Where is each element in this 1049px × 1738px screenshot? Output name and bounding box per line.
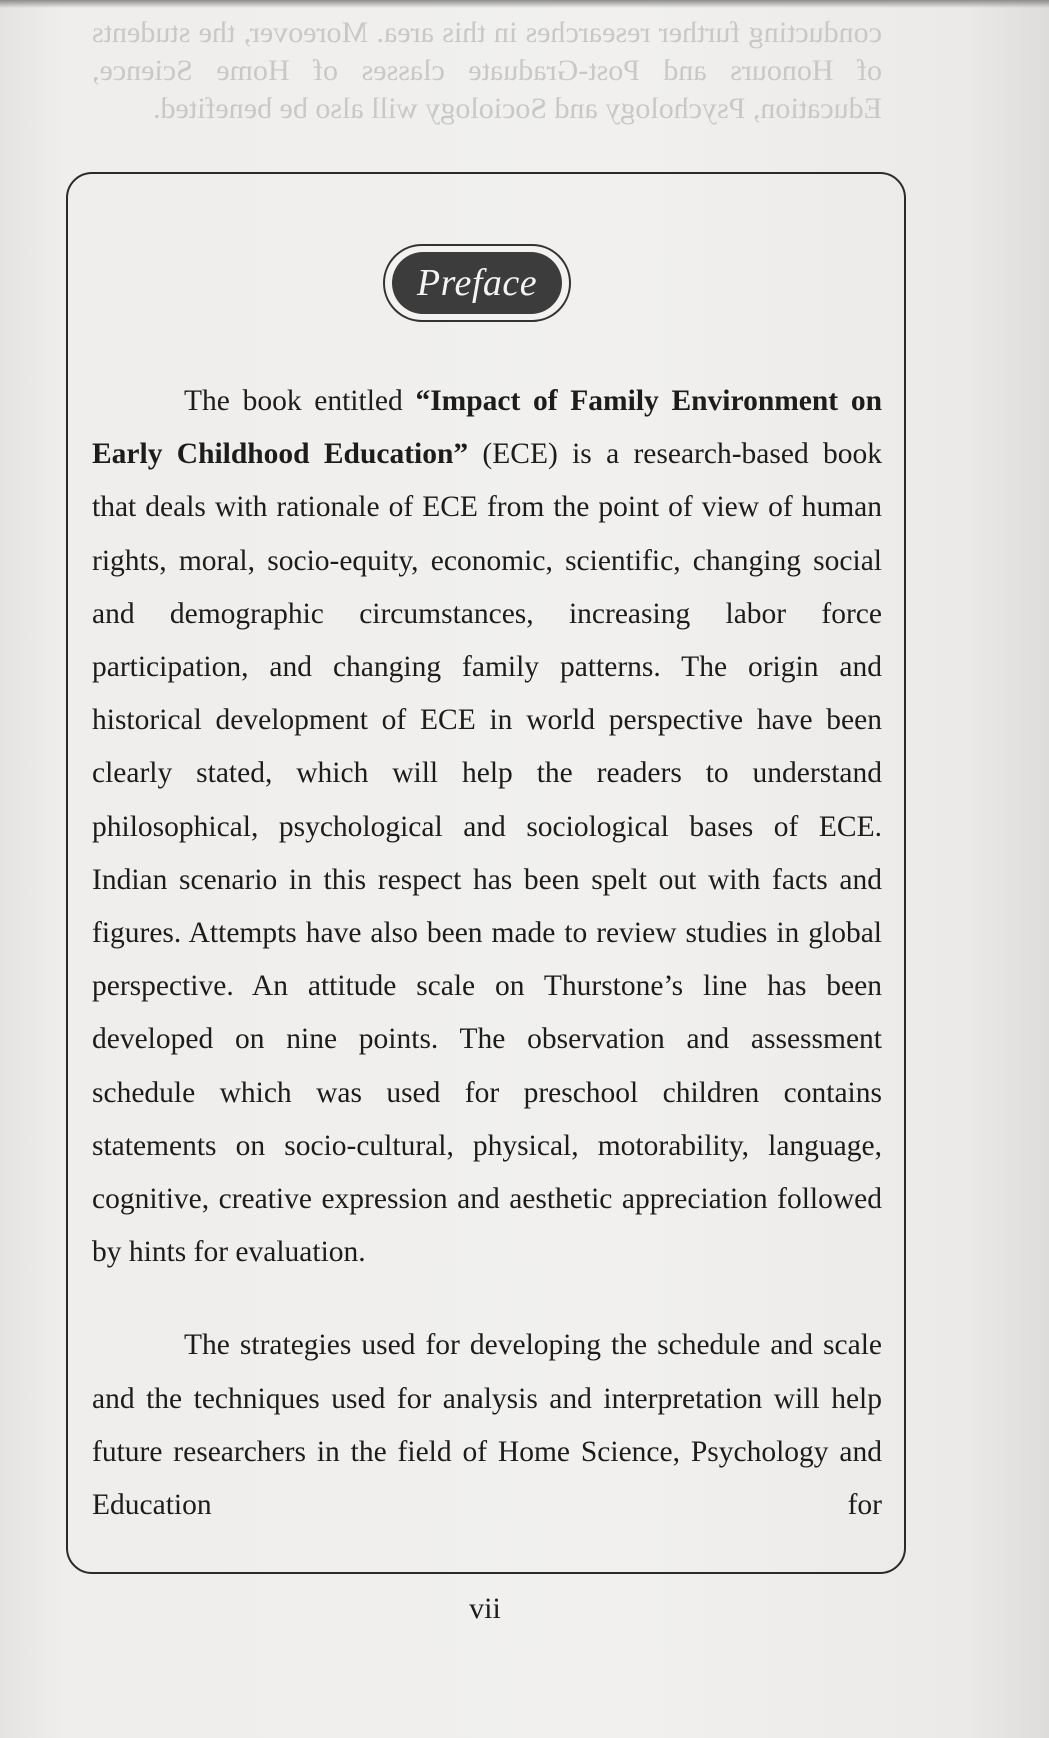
preface-body: [92, 375, 882, 1532]
paragraph-1-rest: (ECE) is a research-based book that deals with rationale of ECE from the point of view of human rights, moral, socio-equity, economic, scientific, changing social and demographic circumstances, increasing labor force participation, and changing family patterns. The origin and historical development of ECE in world perspective have been clearly stated, which will help the readers to understand philosophical, psychological and sociological bases of ECE. Indian scenario in this respect has been spelt out with facts and figures. Attempts have also been made to review studies in global perspective. An attitude scale on Thurstone’s line has been developed on nine points. The observation and assessment schedule which was used for preschool children contains statements on socio-cultural, physical, motorability, language, cognitive, creative expression and aesthetic appreciation followed by hints for evaluation.: [92, 438, 882, 1269]
preface-heading-badge: [383, 244, 571, 322]
paragraph-1-lead: The book entitled: [184, 385, 416, 417]
book-title: “Impact of Family Environment on Early Childhood Education”: [92, 385, 882, 471]
paragraph-2: The strategies used for developing the schedule and scale and the techniques used for analysis and interpretation will help future researchers in the field of Home Science, Psychology and Education for: [92, 1329, 882, 1522]
show-through-text: conducting further researches in this area. Moreover, the students of Honours and Post-Graduate classes of Home Science, Education, Psychology and Sociology will also be benefited.: [92, 16, 882, 125]
preface-heading: Preface: [416, 262, 538, 304]
page-number: vii: [469, 1592, 501, 1625]
page-edge-shadow: [0, 0, 1049, 8]
preface-heading-pill: [392, 252, 562, 314]
paragraph-1: [92, 375, 882, 1279]
